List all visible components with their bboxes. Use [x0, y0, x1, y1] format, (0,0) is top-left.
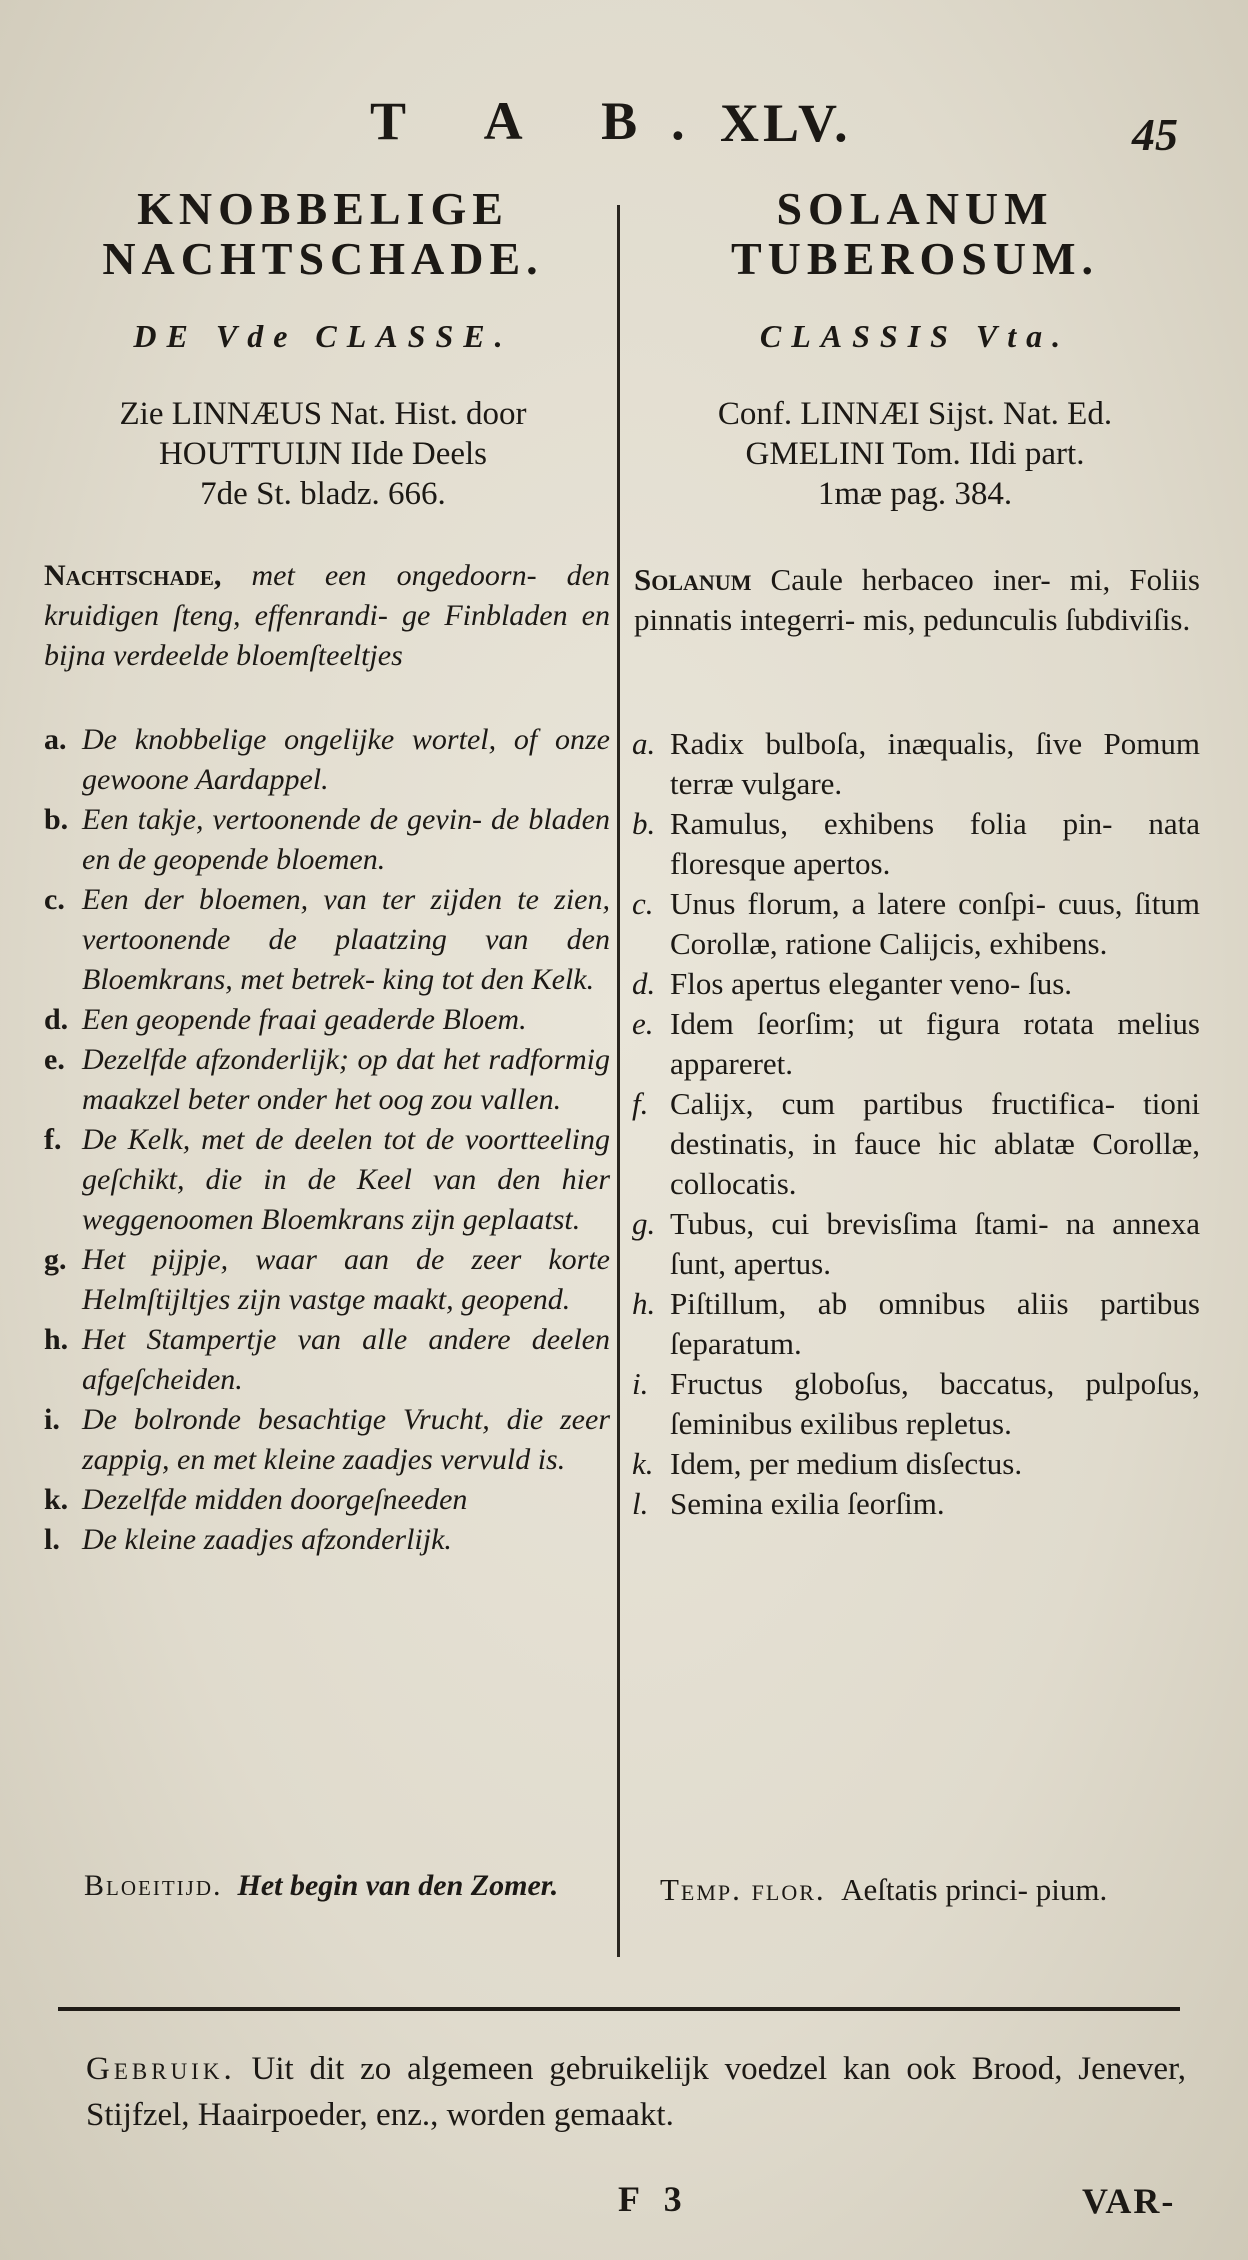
column-divider — [617, 205, 620, 1957]
item-key: i. — [44, 1403, 60, 1436]
list-item — [44, 1240, 610, 1320]
list-item — [632, 884, 1200, 964]
dutch-classe: DE Vde CLASSE. — [133, 318, 513, 354]
latin-title-line1: SOLANUM — [776, 183, 1054, 234]
item-key: g. — [632, 1206, 656, 1241]
footer-rule — [58, 2007, 1180, 2011]
latin-figure-list — [632, 724, 1200, 1524]
item-key: g. — [44, 1243, 67, 1276]
item-key: b. — [632, 806, 656, 841]
list-item — [44, 1120, 610, 1240]
list-item — [44, 1320, 610, 1400]
item-text: Een takje, vertoonende de gevin- de bladen en de geopende bloemen. — [82, 803, 610, 876]
item-key: f. — [632, 1086, 649, 1121]
item-key: k. — [632, 1446, 654, 1481]
list-item — [632, 1084, 1200, 1204]
usage-label: Gebruik. — [86, 2051, 236, 2087]
dutch-figure-list — [44, 720, 610, 1560]
item-text: Een der bloemen, van ter zijden te zien, vertoonende de plaatzing van den Bloemkrans, met betrek- king tot den Kelk. — [82, 883, 610, 996]
usage-note — [86, 2046, 1186, 2138]
item-key: i. — [632, 1366, 649, 1401]
list-item — [44, 800, 610, 880]
item-text: Het Stampertje van alle andere deelen afgeſcheiden. — [82, 1323, 610, 1396]
item-key: l. — [632, 1486, 649, 1521]
list-item — [44, 1520, 610, 1560]
item-text: Tubus, cui brevisſima ſtami- na annexa ſunt, apertus. — [670, 1206, 1200, 1281]
item-text: Fructus globoſus, baccatus, pulpoſus, ſeminibus exilibus repletus. — [670, 1366, 1200, 1441]
item-text: Unus florum, a latere conſpi- cuus, ſitum Corollæ, ratione Calijcis, exhibens. — [670, 886, 1200, 961]
plate-label: T A B. — [370, 91, 719, 151]
dutch-ref-line2: HOUTTUIJN IIde Deels — [158, 436, 488, 472]
item-text: De bolronde besachtige Vrucht, die zeer zappig, en met kleine zaadjes vervuld is. — [82, 1403, 610, 1476]
latin-description-text: Caule herbaceo iner- mi, Foliis pinnatis integerri- mis, pedunculis ſubdiviſis. — [634, 562, 1200, 637]
dutch-flowering-time — [84, 1866, 610, 1906]
dutch-reference — [36, 394, 610, 514]
usage-text: Uit dit zo algemeen gebruikelijk voedzel kan ook Brood, Jenever, Stijfzel, Haairpoeder, enz., worden gemaakt. — [86, 2051, 1186, 2133]
item-key: c. — [44, 883, 65, 916]
item-text: Piſtillum, ab omnibus aliis partibus ſeparatum. — [670, 1286, 1200, 1361]
item-text: Radix bulboſa, inæqualis, ſive Pomum terræ vulgare. — [670, 726, 1200, 801]
item-text: Ramulus, exhibens folia pin- nata floresque apertos. — [670, 806, 1200, 881]
item-text: Het pijpje, waar aan de zeer korte Helmſtijltjes zijn vastge maakt, geopend. — [82, 1243, 610, 1316]
latin-description-lead: Solanum — [634, 562, 752, 597]
latin-ref-line1: Conf. LINNÆI Sijst. Nat. Ed. — [717, 396, 1113, 432]
dutch-ref-line3: 7de St. bladz. 666. — [200, 476, 446, 512]
item-key: a. — [44, 723, 67, 756]
list-item — [44, 1480, 610, 1520]
tempus-text: Aeſtatis princi- pium. — [841, 1872, 1108, 1907]
item-text: Dezelfde afzonderlijk; op dat het radformig maakzel beter onder het oog zou vallen. — [82, 1043, 610, 1116]
latin-ref-line3: 1mæ pag. 384. — [817, 476, 1013, 512]
latin-reference — [630, 394, 1200, 514]
item-key: h. — [632, 1286, 656, 1321]
flowering-label: Bloeitijd. — [84, 1869, 223, 1902]
latin-title-line2: TUBEROSUM. — [731, 233, 1099, 284]
flowering-text: Het begin van den Zomer. — [237, 1869, 559, 1902]
dutch-ref-line1: Zie LINNÆUS Nat. Hist. door — [119, 396, 527, 432]
item-text: De knobbelige ongelijke wortel, of onze gewoone Aardappel. — [82, 723, 610, 796]
item-key: f. — [44, 1123, 62, 1156]
list-item — [632, 964, 1200, 1004]
dutch-title-line1: KNOBBELIGE — [137, 183, 509, 234]
tempus-label: Temp. flor. — [660, 1872, 826, 1907]
item-key: a. — [632, 726, 656, 761]
item-key: h. — [44, 1323, 69, 1356]
page-number: 45 — [1132, 109, 1178, 160]
item-key: d. — [632, 966, 656, 1001]
dutch-description-text: met een ongedoorn- den kruidigen ſteng, effenrandi- ge Finbladen en bijna verdeelde bloemſteeltjes — [44, 559, 610, 672]
list-item — [632, 1284, 1200, 1364]
catchword: VAR- — [1082, 2181, 1176, 2221]
list-item — [44, 1400, 610, 1480]
item-text: Flos apertus eleganter veno- ſus. — [670, 966, 1073, 1001]
item-text: Idem, per medium disſectus. — [670, 1446, 1023, 1481]
item-key: e. — [44, 1043, 65, 1076]
dutch-description-lead: Nachtschade, — [44, 559, 222, 592]
list-item — [632, 1364, 1200, 1444]
list-item — [632, 1004, 1200, 1084]
item-key: d. — [44, 1003, 69, 1036]
item-text: Dezelfde midden doorgeſneeden — [82, 1483, 468, 1516]
item-text: De Kelk, met de deelen tot de voortteeling geſchikt, die in de Keel van den hier weggenoomen Bloemkrans zijn geplaatst. — [82, 1123, 610, 1236]
list-item — [632, 724, 1200, 804]
item-key: e. — [632, 1006, 654, 1041]
list-item — [632, 1204, 1200, 1284]
item-text: De kleine zaadjes afzonderlijk. — [82, 1523, 452, 1556]
list-item — [44, 720, 610, 800]
list-item — [44, 1000, 610, 1040]
item-key: b. — [44, 803, 69, 836]
list-item — [44, 1040, 610, 1120]
item-text: Idem ſeorſim; ut figura rotata melius appareret. — [670, 1006, 1200, 1081]
list-item — [632, 804, 1200, 884]
item-key: k. — [44, 1483, 69, 1516]
item-text: Een geopende fraai geaderde Bloem. — [82, 1003, 527, 1036]
item-key: c. — [632, 886, 654, 921]
dutch-description — [44, 556, 610, 676]
item-key: l. — [44, 1523, 60, 1556]
item-text: Semina exilia ſeorſim. — [670, 1486, 945, 1521]
item-text: Calijx, cum partibus fructifica- tioni destinatis, in fauce hic ablatæ Corollæ, collocatis. — [670, 1086, 1200, 1201]
signature-mark: F 3 — [618, 2179, 690, 2219]
list-item — [44, 880, 610, 1000]
list-item — [632, 1484, 1200, 1524]
dutch-title-line2: NACHTSCHADE. — [102, 233, 544, 284]
latin-flowering-time — [660, 1870, 1200, 1910]
latin-ref-line2: GMELINI Tom. IIdi part. — [745, 436, 1085, 472]
list-item — [632, 1444, 1200, 1484]
latin-description — [634, 560, 1200, 640]
plate-number: XLV. — [720, 93, 852, 153]
latin-classis: CLASSIS Vta. — [759, 318, 1071, 354]
